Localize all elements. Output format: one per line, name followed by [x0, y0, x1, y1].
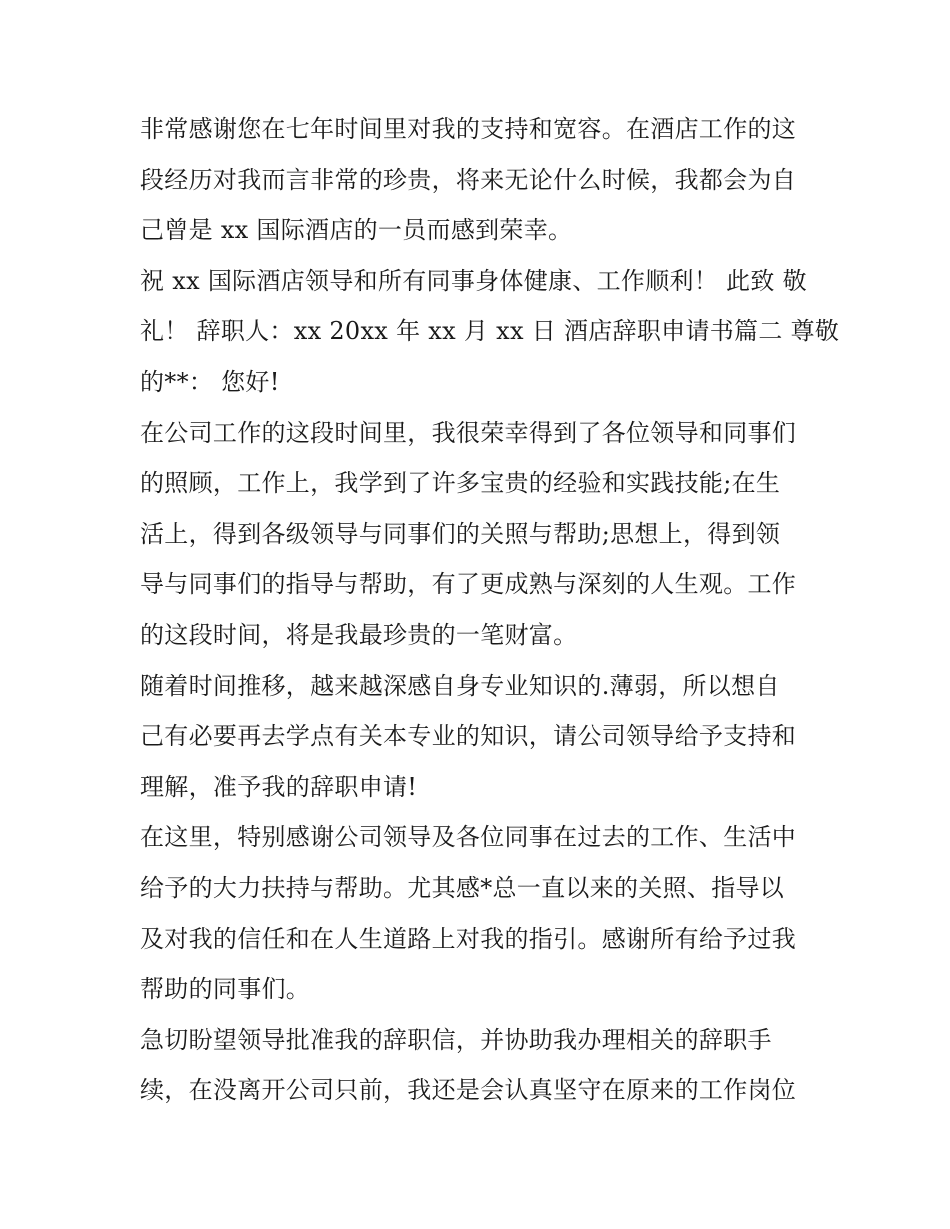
text-line: 的这段时间，将是我最珍贵的一笔财富。 [140, 620, 578, 649]
text-line: 礼！ 辞职人：xx 20xx 年 xx 月 xx 日 酒店辞职申请书篇二 尊敬 [140, 317, 840, 346]
text-line: 的**： 您好! [140, 367, 280, 396]
text-line: 的照顾，工作上，我学到了许多宝贵的经验和实践技能;在生 [140, 469, 781, 498]
text-line: 己有必要再去学点有关本专业的知识，请公司领导给予支持和 [140, 722, 797, 751]
text-line: 及对我的信任和在人生道路上对我的指引。感谢所有给予过我 [140, 924, 797, 953]
text-line: 在公司工作的这段时间里，我很荣幸得到了各位领导和同事们 [140, 418, 797, 447]
text-line: 续，在没离开公司只前，我还是会认真坚守在原来的工作岗位 [140, 1076, 797, 1105]
text-line: 非常感谢您在七年时间里对我的支持和宽容。在酒店工作的这 [140, 115, 797, 143]
text-line: 在这里，特别感谢公司领导及各位同事在过去的工作、生活中 [140, 823, 797, 852]
text-line: 导与同事们的指导与帮助，有了更成熟与深刻的人生观。工作 [140, 570, 797, 599]
document-body [140, 104, 840, 1116]
text-line: 给予的大力扶持与帮助。尤其感*总一直以来的关照、指导以 [140, 873, 785, 902]
text-line: 祝 xx 国际酒店领导和所有同事身体健康、工作顺利！ 此致 敬 [140, 266, 807, 295]
text-line: 段经历对我而言非常的珍贵，将来无论什么时候，我都会为自 [140, 165, 797, 194]
text-line: 活上，得到各级领导与同事们的关照与帮助;思想上，得到领 [140, 519, 781, 548]
text-line: 急切盼望领导批准我的辞职信，并协助我办理相关的辞职手 [140, 1025, 772, 1054]
text-line: 随着时间推移，越来越深感自身专业知识的.薄弱，所以想自 [140, 671, 780, 700]
text-line: 帮助的同事们。 [140, 975, 311, 1004]
text-line: 己曾是 xx 国际酒店的一员而感到荣幸。 [140, 216, 573, 245]
text-line: 理解，准予我的辞职申请! [140, 772, 418, 801]
